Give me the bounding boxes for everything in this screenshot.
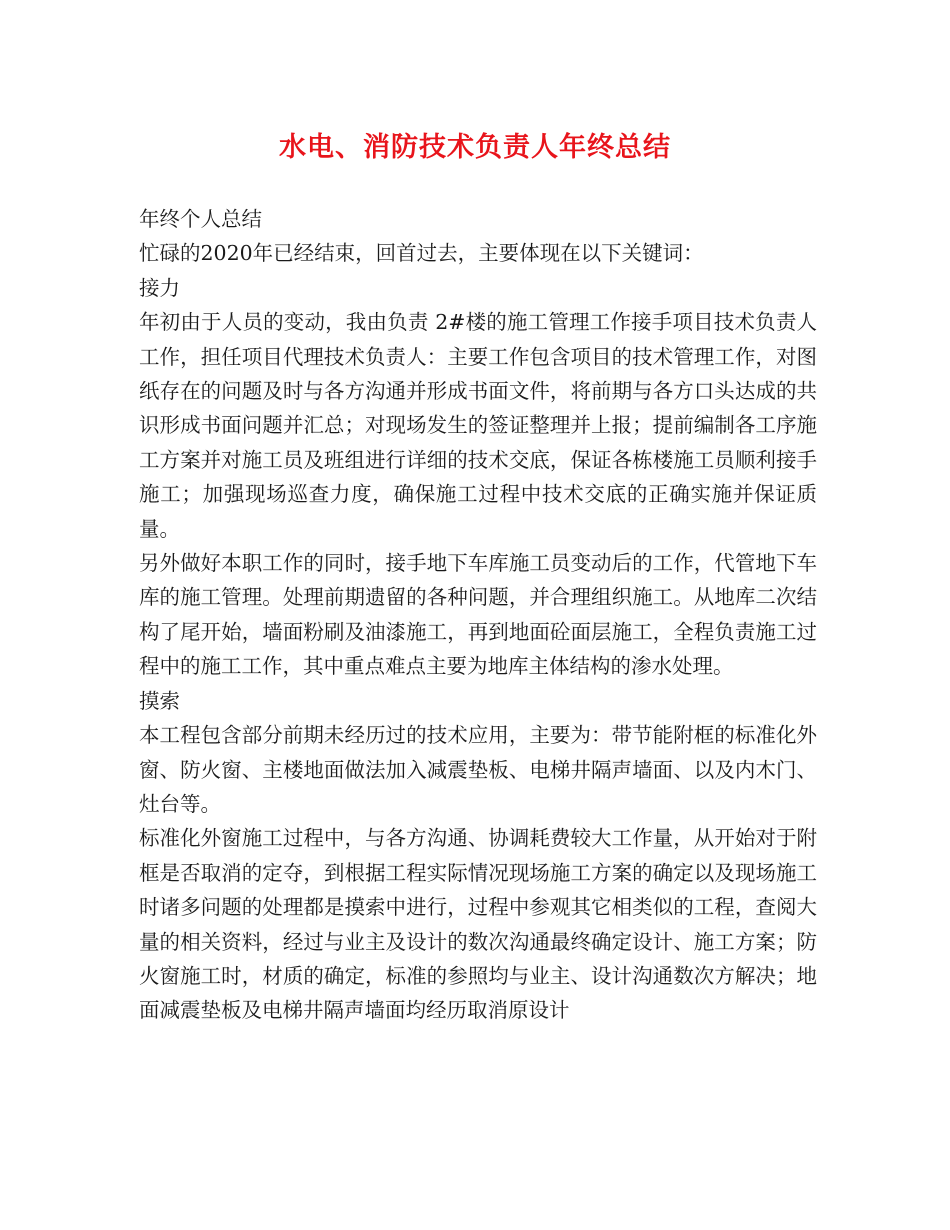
document-title: 水电、消防技术负责人年终总结 [279, 132, 671, 163]
document-body [139, 202, 817, 1028]
body-paragraph: 本工程包含部分前期未经历过的技术应用，主要为：带节能附框的标准化外窗、防火窗、主楼地面做法加入减震垫板、电梯井隔声墙面、以及内木门、灶台等。 [139, 723, 817, 816]
body-paragraph: 另外做好本职工作的同时，接手地下车库施工员变动后的工作，代管地下车库的施工管理。处理前期遗留的各种问题，并合理组织施工。从地库二次结构了尾开始，墙面粉刷及油漆施工，再到地面砼面层施工，全程负责施工过程中的施工工作，其中重点难点主要为地库主体结构的渗水处理。 [139, 551, 817, 679]
body-paragraph: 标准化外窗施工过程中，与各方沟通、协调耗费较大工作量，从开始对于附框是否取消的定夺，到根据工程实际情况现场施工方案的确定以及现场施工时诸多问题的处理都是摸索中进行，过程中参观其它相类似的工程，查阅大量的相关资料，经过与业主及设计的数次沟通最终确定设计、施工方案；防火窗施工时，材质的确定，标准的参照均与业主、设计沟通数次方解决；地面减震垫板及电梯井隔声墙面均经历取消原设计 [139, 826, 817, 1023]
heading-annual-summary: 年终个人总结 [139, 207, 262, 231]
section-heading-relay: 接力 [139, 275, 180, 300]
body-paragraph: 年初由于人员的变动，我由负责 2#楼的施工管理工作接手项目技术负责人工作，担任项目代理技术负责人：主要工作包含项目的技术管理工作，对图纸存在的问题及时与各方沟通并形成书面文件，将前期与各方口头达成的共识形成书面问题并汇总；对现场发生的签证整理并上报；提前编制各工序施工方案并对施工员及班组进行详细的技术交底，保证各栋楼施工员顺利接手施工；加强现场巡查力度，确保施工过程中技术交底的正确实施并保证质量。 [139, 310, 817, 541]
intro-paragraph: 忙碌的2020年已经结束，回首过去，主要体现在以下关键词： [139, 241, 704, 266]
section-heading-explore: 摸索 [139, 688, 180, 713]
